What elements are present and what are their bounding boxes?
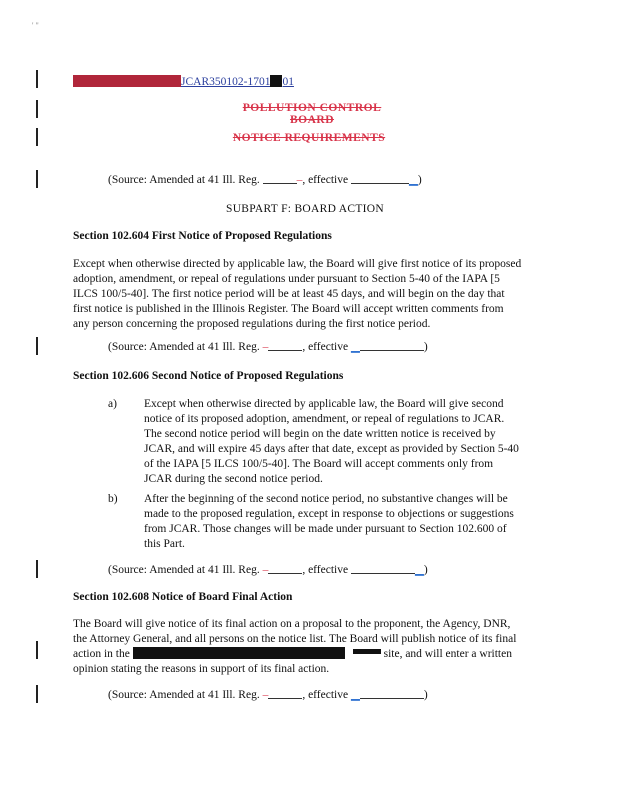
section-608-heading: Section 102.608 Notice of Board Final Action	[73, 591, 293, 603]
change-bar	[36, 337, 38, 355]
change-bar	[36, 685, 38, 703]
file-reference	[73, 75, 294, 90]
redacted-block	[270, 75, 282, 87]
section-604-heading: Section 102.604 First Notice of Proposed Regulations	[73, 230, 332, 242]
item-b-label: b)	[108, 493, 118, 505]
item-a-label: a)	[108, 398, 117, 410]
source-note-1: (Source: Amended at 41 Ill. Reg. –, effective ▁)	[108, 174, 422, 186]
source-note-3: (Source: Amended at 41 Ill. Reg. – , effective ▁)	[108, 564, 428, 576]
subpart-heading: SUBPART F: BOARD ACTION	[226, 203, 384, 215]
file-ref: JCAR350102-1701	[181, 76, 271, 88]
source-note-4: (Source: Amended at 41 Ill. Reg. – , effective ▁ )	[108, 689, 428, 701]
change-bar	[36, 128, 38, 146]
change-bar	[36, 70, 38, 88]
redacted-block	[353, 649, 381, 654]
redacted-block	[73, 75, 181, 87]
title-line-1: POLLUTION CONTROL BOARD	[242, 102, 382, 126]
change-bar	[36, 641, 38, 659]
title-line-2: NOTICE REQUIREMENTS	[232, 132, 386, 144]
source-note-2: (Source: Amended at 41 Ill. Reg. – , effective ▁ )	[108, 341, 428, 353]
redacted-block	[133, 647, 345, 659]
file-ref-suffix: 01	[282, 76, 294, 88]
top-marks: ' "	[32, 21, 39, 30]
change-bar	[36, 170, 38, 188]
item-b-body: After the beginning of the second notice period, no substantive changes will be made to the proposed regulation, except in response to objections or suggestions from JCAR. Those changes will be made under pursuant to Section 102.600 of this Part.	[144, 493, 514, 550]
section-608-body: The Board will give notice of its final action on a proposal to the proponent, the Agency, DNR, the Attorney General, and all persons on the notice list. The Board will publish notice of its final action in the site, and will enter a written opinion stating the reasons in support of its final action.	[73, 618, 517, 675]
change-bar	[36, 100, 38, 118]
section-604-body: Except when otherwise directed by applicable law, the Board will give first notice of its proposed adoption, amendment, or repeal of regulations under pursuant to Section 5-40 of the IAPA [5 ILCS 100/5-40]. The first notice period will be at least 45 days, and will begin on the day that first notice is published in the Illinois Register. The Board will accept written comments from any person concerning the proposed regulations during the first notice period.	[73, 258, 522, 330]
section-606-heading: Section 102.606 Second Notice of Proposed Regulations	[73, 370, 344, 382]
item-a-body: Except when otherwise directed by applicable law, the Board will give second notice of its proposed adoption, amendment, or repeal of regulations to JCAR. The second notice period will begin on the date written notice is received by JCAR, and will expire 45 days after that date, except as provided by Section 5-40 of the IAPA [5 ILCS 100/5-40]. The Board will accept comments only from JCAR during the second notice period.	[144, 398, 519, 485]
change-bar	[36, 560, 38, 578]
